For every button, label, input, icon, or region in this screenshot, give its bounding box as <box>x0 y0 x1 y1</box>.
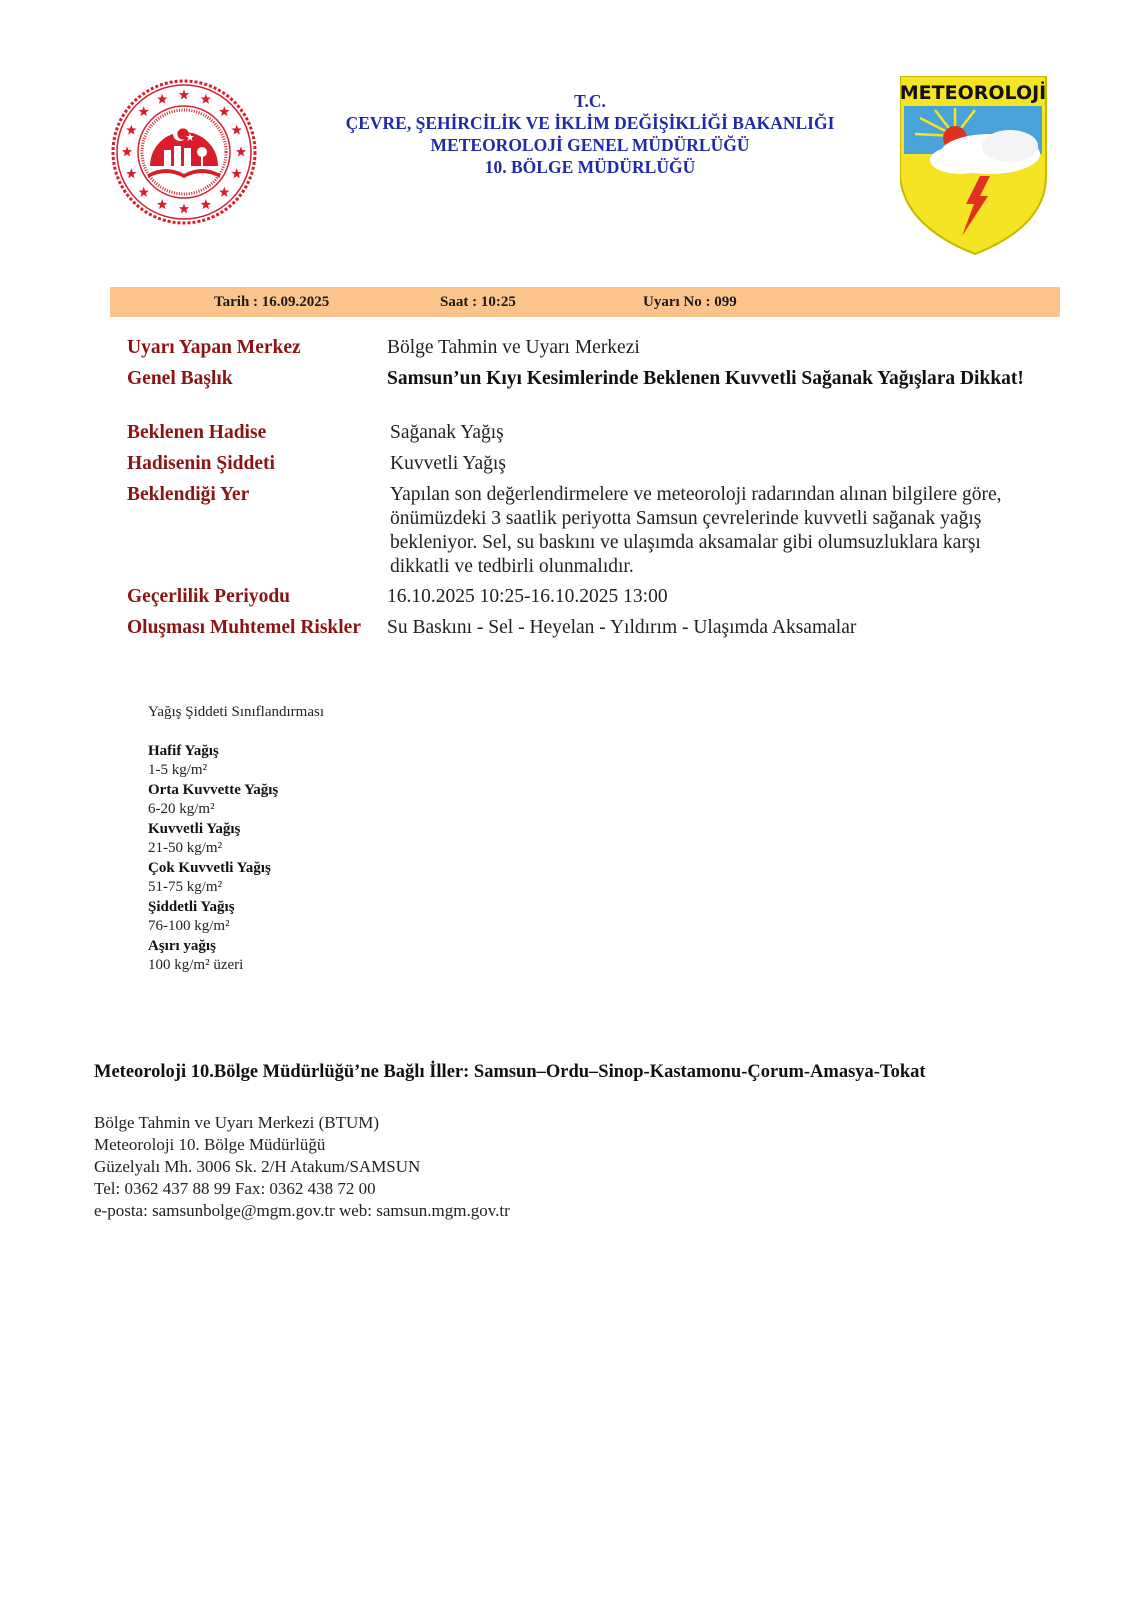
emblem-star-icon <box>138 187 148 197</box>
contact-email-web: e-posta: samsunbolge@mgm.gov.tr web: samsun.mgm.gov.tr <box>94 1201 510 1220</box>
detail-label: Beklenen Hadise <box>127 422 267 443</box>
classification-title: Yağış Şiddeti Sınıflandırması <box>148 704 324 720</box>
class-range: 1-5 kg/m² <box>148 762 208 778</box>
detail-label: Hadisenin Şiddeti <box>127 453 275 474</box>
precipitation-classification <box>148 703 448 976</box>
detail-value: Su Baskını - Sel - Heyelan - Yıldırım - Ulaşımda Aksamalar <box>387 617 857 638</box>
class-name: Orta Kuvvette Yağış <box>148 781 279 798</box>
header-title-block <box>300 90 880 178</box>
detail-value: Samsun’un Kıyı Kesimlerinde Beklenen Kuvvetli Sağanak Yağışlara Dikkat! <box>387 368 1024 389</box>
header-line-directorate: METEOROLOJİ GENEL MÜDÜRLÜĞÜ <box>430 135 750 155</box>
emblem-star-icon <box>231 168 241 178</box>
emblem-star-icon <box>157 199 167 209</box>
class-name: Aşırı yağış <box>148 937 216 954</box>
emblem-star-icon <box>231 125 241 135</box>
detail-label: Oluşması Muhtemel Riskler <box>127 617 361 638</box>
emblem-star-icon <box>138 106 148 116</box>
emblem-star-icon <box>201 94 211 104</box>
contact-block <box>94 1112 694 1222</box>
contact-directorate: Meteoroloji 10. Bölge Müdürlüğü <box>94 1135 326 1154</box>
emblem-star-icon <box>126 168 136 178</box>
emblem-star-icon <box>219 106 229 116</box>
detail-value: Sağanak Yağış <box>390 422 504 443</box>
emblem-star-icon <box>179 204 189 214</box>
meteoroloji-logo <box>900 76 1050 256</box>
ministry-emblem-logo <box>110 78 258 226</box>
class-name: Çok Kuvvetli Yağış <box>148 859 271 876</box>
emblem-star-icon <box>201 199 211 209</box>
header-line-region: 10. BÖLGE MÜDÜRLÜĞÜ <box>484 157 696 177</box>
contact-center: Bölge Tahmin ve Uyarı Merkezi (BTUM) <box>94 1113 380 1132</box>
detail-value: Kuvvetli Yağış <box>390 453 506 474</box>
detail-value: Bölge Tahmin ve Uyarı Merkezi <box>387 337 640 358</box>
detail-label: Beklendiği Yer <box>127 484 250 505</box>
emblem-star-icon <box>122 147 132 157</box>
class-name: Hafif Yağış <box>148 742 219 759</box>
warning-time: Saat : 10:25 <box>440 294 516 310</box>
class-range: 6-20 kg/m² <box>148 801 215 817</box>
emblem-star-icon <box>219 187 229 197</box>
affiliated-provinces: Meteoroloji 10.Bölge Müdürlüğü’ne Bağlı İller: Samsun–Ordu–Sinop-Kastamonu-Çorum-Amasya-Tokat <box>94 1062 926 1082</box>
svg-text:METEOROLOJİ: METEOROLOJİ <box>900 82 1047 104</box>
header-line-tc: T.C. <box>574 91 606 111</box>
emblem-star-icon <box>236 147 246 157</box>
class-range: 21-50 kg/m² <box>148 840 223 856</box>
class-name: Şiddetli Yağış <box>148 898 235 915</box>
ministry-emblem-icon <box>110 78 258 226</box>
contact-phone-fax: Tel: 0362 437 88 99 Fax: 0362 438 72 00 <box>94 1179 376 1198</box>
header-line-ministry: ÇEVRE, ŞEHİRCİLİK VE İKLİM DEĞİŞİKLİĞİ BAKANLIĞI <box>345 113 835 133</box>
emblem-star-icon <box>126 125 136 135</box>
warning-number: Uyarı No : 099 <box>643 294 737 310</box>
warning-date: Tarih : 16.09.2025 <box>214 294 330 310</box>
detail-label: Uyarı Yapan Merkez <box>127 337 301 358</box>
detail-label: Genel Başlık <box>127 368 233 389</box>
emblem-star-icon <box>179 90 189 100</box>
contact-address: Güzelyalı Mh. 3006 Sk. 2/H Atakum/SAMSUN <box>94 1157 421 1176</box>
class-range: 76-100 kg/m² <box>148 918 230 934</box>
class-range: 51-75 kg/m² <box>148 879 223 895</box>
meteoroloji-shield-icon <box>900 76 1050 256</box>
detail-value: Yapılan son değerlendirmelere ve meteoroloji radarından alınan bilgilere göre, önümüzdeki 3 saatlik periyotta Samsun çevrelerinde kuvvetli sağanak yağış bekleniyor. Sel, su baskını ve ulaşımda aksamalar gibi olumsuzluklara karşı dikkatli ve tedbirli olunmalıdır. <box>390 484 1002 577</box>
detail-label: Geçerlilik Periyodu <box>127 586 291 607</box>
warning-info-bar <box>110 287 1060 317</box>
class-name: Kuvvetli Yağış <box>148 820 241 837</box>
class-range: 100 kg/m² üzeri <box>148 957 244 973</box>
detail-value: 16.10.2025 10:25-16.10.2025 13:00 <box>387 586 668 607</box>
emblem-star-icon <box>157 94 167 104</box>
